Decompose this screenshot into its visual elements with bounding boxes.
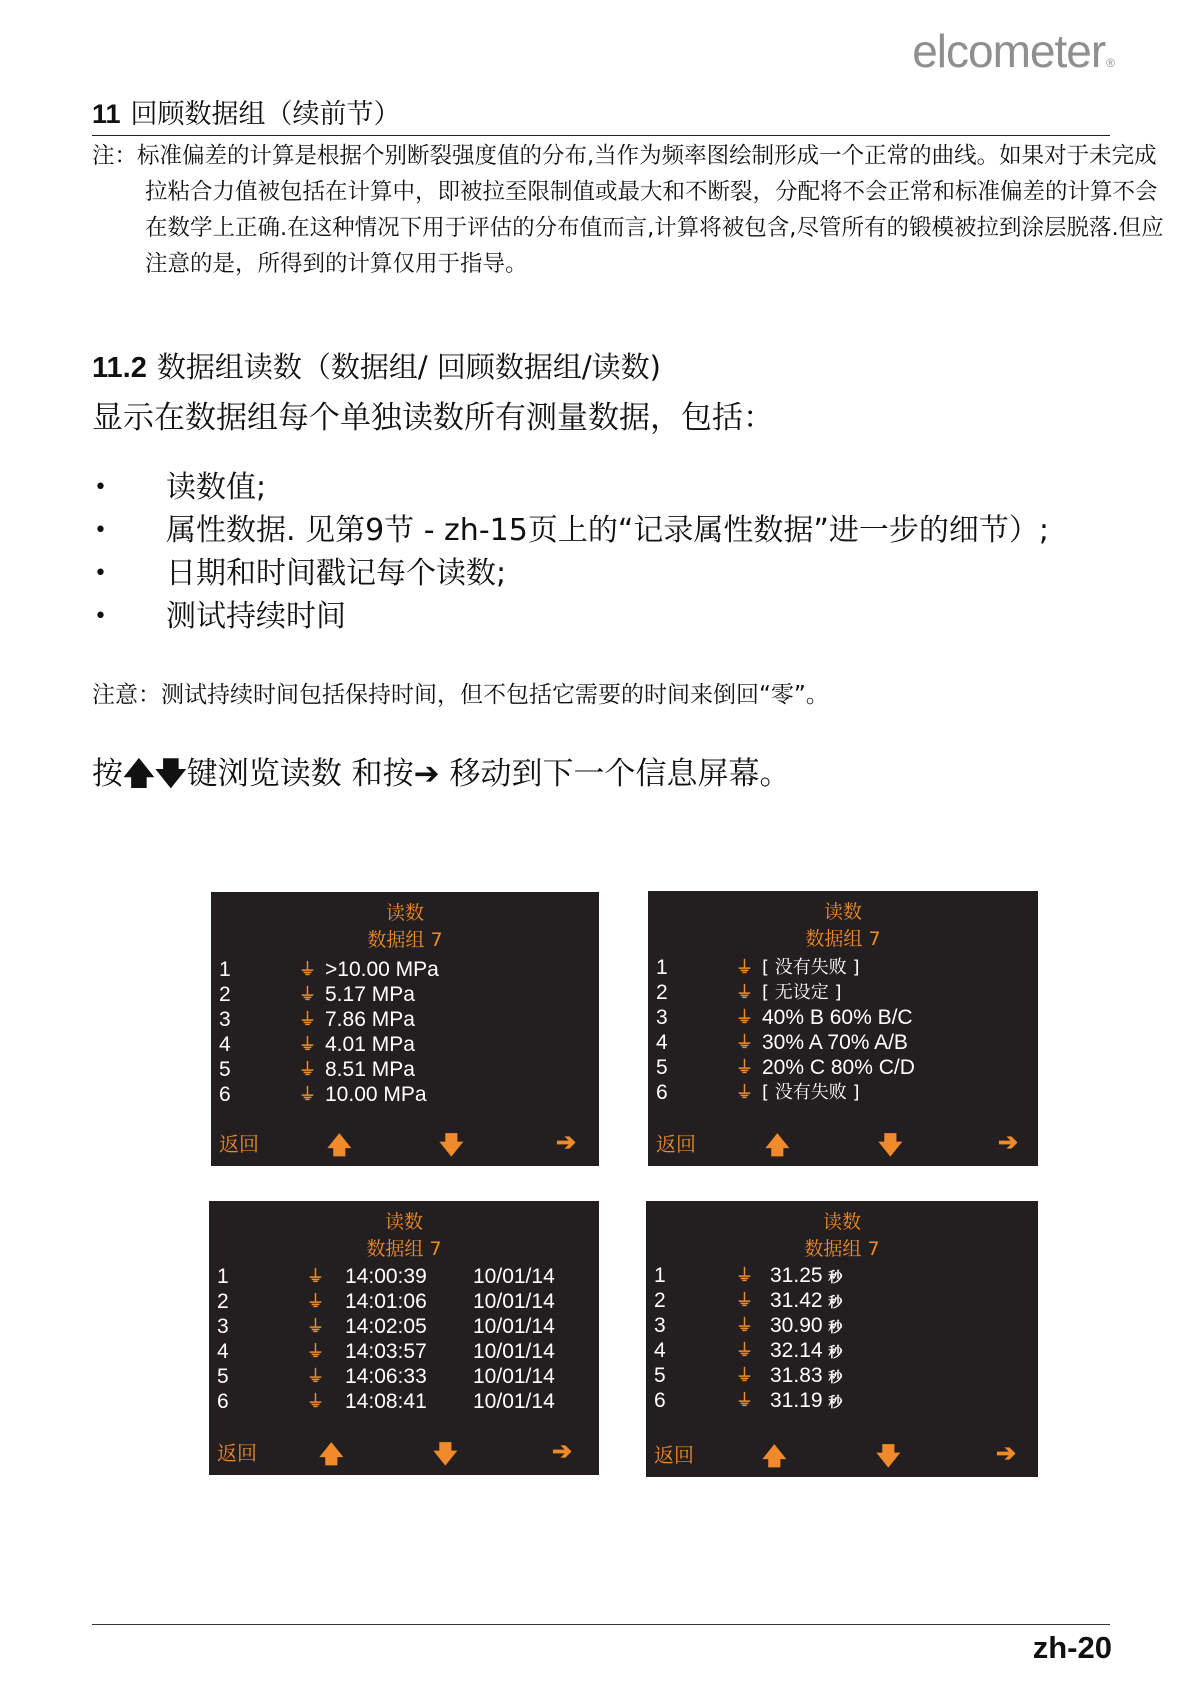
bullet-dot: • (94, 604, 107, 629)
pull-test-icon: ⏚ (299, 1085, 316, 1104)
up-button[interactable]: 🡅 (319, 1441, 344, 1468)
elcometer-logo: elcometer® (912, 25, 1114, 77)
subsection-title: 数据组读数（数据组/ 回顾数据组/读数) (156, 350, 661, 384)
next-button[interactable]: ➔ (998, 1129, 1019, 1156)
pull-test-icon: ⏚ (299, 1035, 316, 1054)
reading-row: 2 ⏚ 5.17 MPa (219, 983, 415, 1006)
timestamp-row: 6 ⏚ 14:08:41 10/01/14 (217, 1390, 555, 1413)
screen-subtitle: 数据组 7 (366, 1238, 442, 1260)
bullet-list (92, 466, 1049, 638)
timestamp-row: 3 ⏚ 14:02:05 10/01/14 (217, 1315, 555, 1338)
attribute-row: 3 ⏚ 40% B 60% B/C (656, 1006, 913, 1029)
bullet-item: • 日期和时间戳记每个读数; (92, 552, 1049, 595)
screen-title: 读数 (384, 1211, 423, 1233)
down-button[interactable]: 🡇 (876, 1443, 901, 1470)
back-button[interactable]: 返回 (654, 1443, 694, 1467)
std-deviation-note: 注：标准偏差的计算是根据个别断裂强度值的分布,当作为频率图绘制形成一个正常的曲线。如果对于未完成拉粘合力值被包括在计算中，即被拉至限制值或最大和不断裂，分配将不会正常和标准偏差的计算不会在数学上正确.在这种情况下用于评估的分布值而言,计算将被包含,尽管所有的锻模被拉到涂层脱落.但应注意的是，所得到的计算仅用于指导。 (92, 143, 1164, 277)
back-button[interactable]: 返回 (656, 1132, 696, 1156)
pull-test-icon: ⏚ (299, 985, 316, 1004)
down-button[interactable]: 🡇 (878, 1132, 903, 1159)
bullet-item: • 测试持续时间 (92, 595, 1049, 638)
attribute-row: 4 ⏚ 30% A 70% A/B (656, 1031, 908, 1054)
screen-title: 读数 (385, 902, 424, 924)
navigation-instruction: 按🡅🡇键浏览读数 和按➔ 移动到下一个信息屏幕。 (92, 756, 791, 792)
pull-test-icon: ⏚ (307, 1367, 324, 1386)
screen-durations (646, 1201, 1038, 1477)
next-button[interactable]: ➔ (996, 1440, 1017, 1467)
screen-title: 读数 (822, 1211, 861, 1233)
duration-row: 1 ⏚ 31.25 秒 (654, 1264, 843, 1287)
reading-row: 3 ⏚ 7.86 MPa (219, 1008, 415, 1031)
duration-row: 2 ⏚ 31.42 秒 (654, 1289, 843, 1312)
pull-test-icon: ⏚ (736, 1008, 753, 1027)
screen-title: 读数 (823, 901, 862, 923)
timestamp-row: 5 ⏚ 14:06:33 10/01/14 (217, 1365, 555, 1388)
screen-attributes (648, 891, 1038, 1166)
pull-test-icon: ⏚ (736, 1058, 753, 1077)
attribute-row: 1 ⏚ [ 没有失败 ] (656, 956, 860, 979)
section-number: 11 (92, 99, 121, 129)
down-button[interactable]: 🡇 (439, 1132, 464, 1159)
pull-test-icon: ⏚ (299, 960, 316, 979)
pull-test-icon: ⏚ (307, 1292, 324, 1311)
next-button[interactable]: ➔ (552, 1438, 573, 1465)
attribute-row: 2 ⏚ [ 无设定 ] (656, 981, 842, 1004)
reading-row: 6 ⏚ 10.00 MPa (219, 1083, 427, 1106)
pull-test-icon: ⏚ (307, 1392, 324, 1411)
intro-text: 显示在数据组每个单独读数所有测量数据，包括： (92, 400, 774, 436)
up-button[interactable]: 🡅 (327, 1132, 352, 1159)
footer-divider (92, 1624, 1110, 1625)
reading-row: 5 ⏚ 8.51 MPa (219, 1058, 415, 1081)
pull-test-icon: ⏚ (299, 1010, 316, 1029)
bullet-dot: • (94, 475, 107, 500)
right-arrow-icon: ➔ (413, 756, 440, 792)
pull-test-icon: ⏚ (736, 958, 753, 977)
bullet-item: • 读数值; (92, 466, 1049, 509)
pull-test-icon: ⏚ (736, 1083, 753, 1102)
attribute-row: 6 ⏚ [ 没有失败 ] (656, 1081, 860, 1104)
up-button[interactable]: 🡅 (762, 1443, 787, 1470)
screen-subtitle: 数据组 7 (805, 928, 881, 950)
screen-subtitle: 数据组 7 (367, 929, 443, 951)
bullet-dot: • (94, 561, 107, 586)
duration-row: 5 ⏚ 31.83 秒 (654, 1364, 843, 1387)
section-title: 回顾数据组（续前节） (130, 99, 401, 130)
back-button[interactable]: 返回 (217, 1441, 257, 1465)
duration-row: 3 ⏚ 30.90 秒 (654, 1314, 843, 1337)
subsection-number: 11.2 (92, 352, 147, 384)
pull-test-icon: ⏚ (736, 1033, 753, 1052)
pull-test-icon: ⏚ (307, 1342, 324, 1361)
screen-readings (211, 892, 599, 1166)
next-button[interactable]: ➔ (556, 1129, 577, 1156)
pull-test-icon: ⏚ (736, 1291, 753, 1310)
page-number: zh-20 (1032, 1630, 1112, 1665)
bullet-item: • 属性数据. 见第9节 - zh-15页上的“记录属性数据”进一步的细节）; (92, 509, 1049, 552)
pull-test-icon: ⏚ (736, 1266, 753, 1285)
pull-test-icon: ⏚ (307, 1317, 324, 1336)
pull-test-icon: ⏚ (736, 1391, 753, 1410)
pull-test-icon: ⏚ (736, 1316, 753, 1335)
down-arrow-icon: 🡇 (154, 756, 187, 792)
section-heading (92, 92, 1110, 136)
duration-note: 注意：测试持续时间包括保持时间，但不包括它需要的时间来倒回“零”。 (92, 682, 829, 708)
up-button[interactable]: 🡅 (765, 1132, 790, 1159)
pull-test-icon: ⏚ (736, 1341, 753, 1360)
timestamp-row: 2 ⏚ 14:01:06 10/01/14 (217, 1290, 555, 1313)
duration-row: 6 ⏚ 31.19 秒 (654, 1389, 843, 1412)
reading-row: 1 ⏚ >10.00 MPa (219, 958, 439, 981)
pull-test-icon: ⏚ (307, 1267, 324, 1286)
subsection-heading (92, 345, 661, 386)
bullet-dot: • (94, 518, 107, 543)
pull-test-icon: ⏚ (736, 1366, 753, 1385)
timestamp-row: 4 ⏚ 14:03:57 10/01/14 (217, 1340, 555, 1363)
timestamp-row: 1 ⏚ 14:00:39 10/01/14 (217, 1265, 555, 1288)
attribute-row: 5 ⏚ 20% C 80% C/D (656, 1056, 915, 1079)
up-arrow-icon: 🡅 (123, 756, 155, 792)
down-button[interactable]: 🡇 (433, 1441, 458, 1468)
pull-test-icon: ⏚ (299, 1060, 316, 1079)
back-button[interactable]: 返回 (219, 1132, 259, 1156)
reading-row: 4 ⏚ 4.01 MPa (219, 1033, 415, 1056)
pull-test-icon: ⏚ (736, 983, 753, 1002)
screen-timestamps (209, 1201, 599, 1475)
duration-row: 4 ⏚ 32.14 秒 (654, 1339, 843, 1362)
screen-subtitle: 数据组 7 (804, 1238, 880, 1260)
